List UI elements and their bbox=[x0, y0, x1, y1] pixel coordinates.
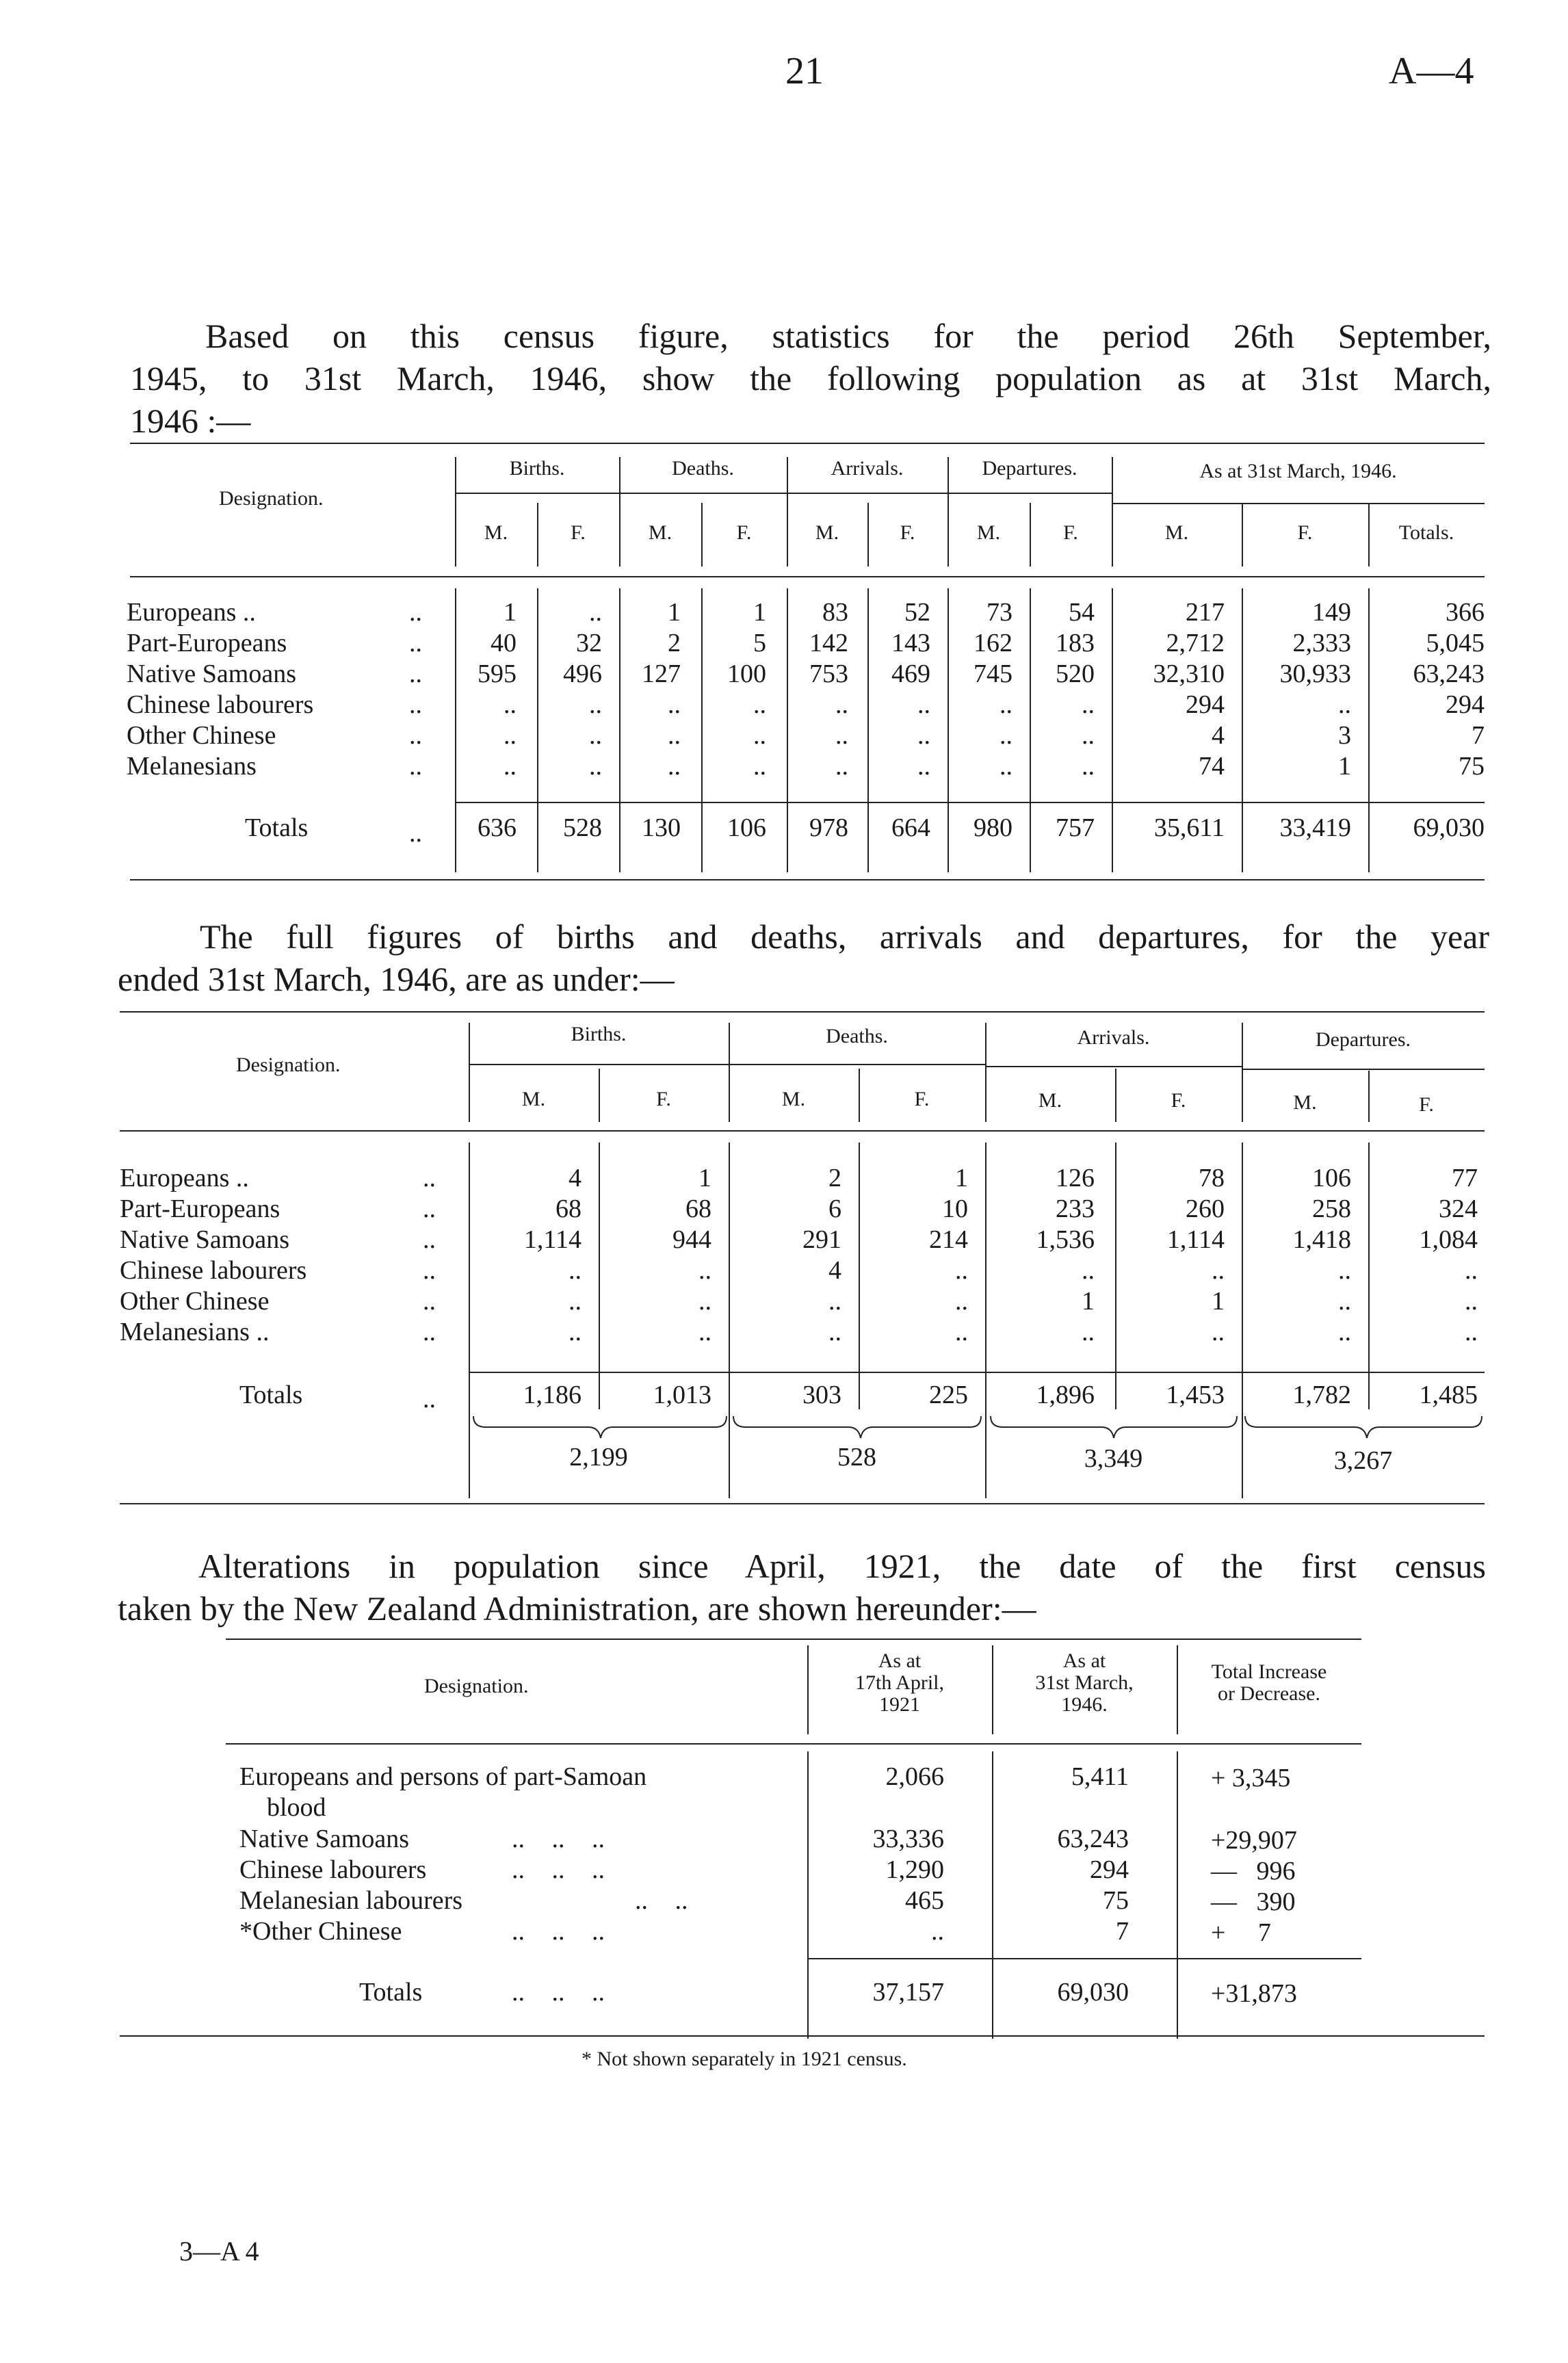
table-3-cell: 294 bbox=[1090, 1855, 1129, 1884]
table-1-totals-cell: 69,030 bbox=[1413, 813, 1485, 842]
table-3-totals-cell: 37,157 bbox=[872, 1978, 944, 2007]
paragraph-1-line-2: 1945, to 31st March, 1946, show the following population as at 31st March, bbox=[130, 359, 1491, 397]
table-2-arrivals-f-header: F. bbox=[1171, 1089, 1186, 1112]
table-1-departures-header: Departures. bbox=[982, 457, 1077, 480]
table-2-totals-cell: 225 bbox=[929, 1381, 968, 1409]
table-2-deaths-header: Deaths. bbox=[826, 1025, 888, 1047]
table-2-cell: .. bbox=[955, 1256, 968, 1285]
table-3-row-label: Native Samoans bbox=[239, 1825, 410, 1853]
table-2-cell: 78 bbox=[1199, 1164, 1225, 1192]
table-3-cell: + 7 bbox=[1211, 1918, 1271, 1947]
table-2-cell: .. bbox=[569, 1287, 582, 1316]
table-3-totals-cell: 69,030 bbox=[1057, 1978, 1129, 2007]
table-1-cell: 1 bbox=[668, 598, 681, 627]
table-2-arrivals-header: Arrivals. bbox=[1077, 1026, 1150, 1049]
table-1-cell: 2,333 bbox=[1292, 629, 1351, 657]
table-1-cell: 63,243 bbox=[1413, 660, 1485, 688]
table-1-totals-cell: 757 bbox=[1056, 813, 1095, 842]
table-2-totals-cell: 303 bbox=[802, 1381, 841, 1409]
table-1-cell: .. bbox=[589, 598, 602, 627]
table-1-cell: 73 bbox=[986, 598, 1012, 627]
table-2-cell: 1 bbox=[1212, 1287, 1225, 1316]
table-2-cell: 233 bbox=[1056, 1194, 1095, 1223]
paragraph-2 bbox=[118, 915, 1489, 1000]
table-2-cell: 6 bbox=[828, 1194, 841, 1223]
table-2-cell: .. bbox=[1465, 1318, 1478, 1346]
table-2-row-label: Native Samoans bbox=[120, 1225, 290, 1254]
table-3-row-label: *Other Chinese bbox=[239, 1917, 402, 1946]
table-1-cell: 366 bbox=[1446, 598, 1485, 627]
table-3-cell: + 3,345 bbox=[1211, 1764, 1291, 1792]
table-2-cell: .. bbox=[1338, 1287, 1351, 1316]
table-2-cell: .. bbox=[1338, 1256, 1351, 1285]
table-2-row-label: Other Chinese bbox=[120, 1287, 270, 1316]
table-1-cell: .. bbox=[999, 721, 1012, 750]
table-2-row-label: Chinese labourers bbox=[120, 1256, 307, 1285]
table-3-row-label: Melanesian labourers bbox=[239, 1886, 463, 1915]
table-2-cell: 1 bbox=[698, 1164, 711, 1192]
table-1-header-rule bbox=[130, 576, 1485, 577]
table-3-cell: — 996 bbox=[1211, 1857, 1296, 1885]
table-3-cell: 465 bbox=[905, 1886, 944, 1915]
table-2-totals-cell: 1,013 bbox=[653, 1381, 711, 1409]
table-1-totals-cell: 130 bbox=[642, 813, 681, 842]
table-2-row-label: Melanesians .. bbox=[120, 1318, 270, 1346]
table-1-totals-cell: 978 bbox=[809, 813, 848, 842]
table-3-row-label: Chinese labourers bbox=[239, 1855, 427, 1884]
table-1-bottom-rule bbox=[130, 879, 1485, 880]
table-1-cell: 74 bbox=[1199, 752, 1225, 781]
table-1-cell: .. bbox=[835, 690, 848, 719]
table-1-cell: .. bbox=[589, 752, 602, 781]
table-1-row-label: Native Samoans bbox=[127, 660, 297, 688]
table-1-cell: .. bbox=[753, 752, 766, 781]
table-1-totals-cell: 33,419 bbox=[1279, 813, 1351, 842]
table-2-cell: 106 bbox=[1312, 1164, 1351, 1192]
table-1-cell: 32,310 bbox=[1153, 660, 1225, 688]
table-3-row-leader: .. .. bbox=[635, 1886, 688, 1915]
table-3-totals-cell: +31,873 bbox=[1211, 1979, 1297, 2008]
table-1-arrivals-f-header: F. bbox=[900, 521, 915, 544]
table-2-top-rule bbox=[120, 1011, 1485, 1013]
paragraph-1-line-1: Based on this census figure, statistics for the period 26th September, bbox=[205, 317, 1491, 355]
table-2-cell: .. bbox=[828, 1287, 841, 1316]
table-1-cell: .. bbox=[835, 752, 848, 781]
table-1-arrivals-header: Arrivals. bbox=[831, 457, 904, 480]
table-2-cell: 1,114 bbox=[523, 1225, 582, 1254]
table-1-cell: .. bbox=[589, 721, 602, 750]
table-1-cell: .. bbox=[668, 690, 681, 719]
table-1-cell: .. bbox=[668, 752, 681, 781]
table-1-cell: 100 bbox=[727, 660, 766, 688]
table-1-designation-header: Designation. bbox=[219, 487, 324, 510]
table-1-cell: .. bbox=[999, 690, 1012, 719]
document-code: A—4 bbox=[1389, 50, 1474, 92]
table-2-cell: .. bbox=[1212, 1256, 1225, 1285]
table-3-cell: .. bbox=[931, 1917, 944, 1946]
table-2-cell: 4 bbox=[828, 1256, 841, 1285]
paragraph-2-line-1: The full figures of births and deaths, arrivals and departures, for the year bbox=[200, 917, 1489, 956]
table-1-cell: 5,045 bbox=[1426, 629, 1485, 657]
table-2-cell: .. bbox=[569, 1318, 582, 1346]
table-2-cell: .. bbox=[569, 1256, 582, 1285]
table-1-cell: .. bbox=[835, 721, 848, 750]
table-2-cell: .. bbox=[698, 1318, 711, 1346]
table-1-cell: .. bbox=[1082, 690, 1095, 719]
table-3-header-rule bbox=[226, 1743, 1361, 1745]
table-2-totals-cell: 1,485 bbox=[1419, 1381, 1478, 1409]
table-1-cell: 149 bbox=[1312, 598, 1351, 627]
table-1-births-header: Births. bbox=[509, 457, 565, 480]
sheet-signature: 3—A 4 bbox=[179, 2236, 259, 2267]
table-1-cell: .. bbox=[589, 690, 602, 719]
table-2-deaths-m-header: M. bbox=[781, 1088, 806, 1110]
table-1-cell: 469 bbox=[891, 660, 930, 688]
table-2-cell: 2 bbox=[828, 1164, 841, 1192]
table-2-totals-leader: .. bbox=[423, 1385, 436, 1413]
table-1-cell: 2 bbox=[668, 629, 681, 657]
table-3-cell: 63,243 bbox=[1057, 1825, 1129, 1853]
table-1-totals-cell: 528 bbox=[563, 813, 602, 842]
table-2-totals-cell: 1,186 bbox=[523, 1381, 582, 1409]
table-1-cell: 40 bbox=[491, 629, 517, 657]
table-1-asat-totals-header: Totals. bbox=[1398, 521, 1454, 544]
table-2-row-leader: .. bbox=[423, 1256, 436, 1285]
table-2-totals-cell: 1,782 bbox=[1292, 1381, 1351, 1409]
table-1-cell: 5 bbox=[753, 629, 766, 657]
table-1-cell: .. bbox=[504, 752, 517, 781]
paragraph-2-line-2: ended 31st March, 1946, are as under:— bbox=[118, 960, 675, 998]
table-2-births-header: Births. bbox=[571, 1023, 627, 1045]
table-1-departures-m-header: M. bbox=[976, 521, 1001, 544]
table-1-row-leader: .. bbox=[409, 752, 422, 781]
table-2-cell: 77 bbox=[1452, 1164, 1478, 1192]
table-3-cell: 5,411 bbox=[1071, 1762, 1129, 1791]
table-2-departures-combined: 3,267 bbox=[1333, 1446, 1393, 1475]
table-1-cell: 183 bbox=[1056, 629, 1095, 657]
table-2-births-m-header: M. bbox=[521, 1088, 546, 1110]
table-2-totals-cell: 1,453 bbox=[1166, 1381, 1225, 1409]
table-2-cell: .. bbox=[1082, 1318, 1095, 1346]
table-3-cell: +29,907 bbox=[1211, 1826, 1297, 1855]
table-1-cell: 83 bbox=[822, 598, 848, 627]
table-2-cell: 944 bbox=[672, 1225, 711, 1254]
table-1-cell: 3 bbox=[1338, 721, 1351, 750]
table-2-cell: 68 bbox=[685, 1194, 711, 1223]
table-3-cell: 2,066 bbox=[885, 1762, 944, 1791]
table-2-cell: .. bbox=[1082, 1256, 1095, 1285]
table-1-as-at-header: As at 31st March, 1946. bbox=[1199, 460, 1397, 482]
table-1-cell: 52 bbox=[904, 598, 930, 627]
table-1-totals-cell: 664 bbox=[891, 813, 930, 842]
table-3-row-leader: .. .. .. bbox=[512, 1855, 605, 1884]
table-2-departures-header: Departures. bbox=[1315, 1028, 1411, 1051]
paragraph-1-line-3: 1946 :— bbox=[130, 402, 251, 440]
table-1-cell: .. bbox=[753, 721, 766, 750]
table-2-cell: 1,536 bbox=[1036, 1225, 1095, 1254]
table-1-cell: 127 bbox=[642, 660, 681, 688]
table-2-row-leader: .. bbox=[423, 1287, 436, 1316]
table-1-cell: .. bbox=[668, 721, 681, 750]
table-3-footnote: * Not shown separately in 1921 census. bbox=[582, 2048, 907, 2070]
table-1-cell: 496 bbox=[563, 660, 602, 688]
table-2-cell: 324 bbox=[1439, 1194, 1478, 1223]
table-1-cell: 4 bbox=[1212, 721, 1225, 750]
table-1-cell: 143 bbox=[891, 629, 930, 657]
table-2-departures-m-header: M. bbox=[1293, 1091, 1317, 1114]
table-2-cell: .. bbox=[955, 1318, 968, 1346]
table-2-cell: .. bbox=[698, 1287, 711, 1316]
table-3-totals-leader: .. .. .. bbox=[512, 1978, 605, 2007]
table-1-row-leader: .. bbox=[409, 598, 422, 627]
table-2-cell: 1,084 bbox=[1419, 1225, 1478, 1254]
table-2-cell: .. bbox=[1212, 1318, 1225, 1346]
table-3-col-1921-header: As at 17th April, 1921 bbox=[854, 1649, 944, 1716]
table-1-cell: 294 bbox=[1446, 690, 1485, 719]
table-1-cell: 75 bbox=[1459, 752, 1485, 781]
paragraph-3 bbox=[118, 1545, 1486, 1630]
table-2-row-leader: .. bbox=[423, 1225, 436, 1254]
table-1-cell: .. bbox=[917, 752, 930, 781]
table-1-row-label: Chinese labourers bbox=[127, 690, 314, 719]
table-1-totals-cell: 106 bbox=[727, 813, 766, 842]
table-2-cell: .. bbox=[955, 1287, 968, 1316]
table-2-cell: 258 bbox=[1312, 1194, 1351, 1223]
table-1-births-m-header: M. bbox=[484, 521, 508, 544]
table-2-cell: 1,418 bbox=[1292, 1225, 1351, 1254]
table-3-cell: 33,336 bbox=[872, 1825, 944, 1853]
table-1-cell: 520 bbox=[1056, 660, 1095, 688]
table-1-cell: .. bbox=[753, 690, 766, 719]
table-2-combined-braces bbox=[472, 1415, 1485, 1442]
table-1-row-label: Other Chinese bbox=[127, 721, 276, 750]
table-3-col-1946-header: As at 31st March, 1946. bbox=[1035, 1649, 1134, 1716]
table-3-totals-label: Totals bbox=[359, 1978, 423, 2007]
table-2-deaths-f-header: F. bbox=[914, 1088, 930, 1110]
table-1-totals-cell: 35,611 bbox=[1153, 813, 1225, 842]
table-1-deaths-header: Deaths. bbox=[672, 457, 734, 480]
table-1-arrivals-m-header: M. bbox=[815, 521, 839, 544]
table-1-cell: 32 bbox=[576, 629, 602, 657]
table-2-cell: .. bbox=[698, 1256, 711, 1285]
table-1-totals-label: Totals bbox=[245, 813, 309, 842]
table-1-cell: 162 bbox=[974, 629, 1012, 657]
table-1-row-label: Melanesians bbox=[127, 752, 257, 781]
table-3-bottom-rule bbox=[120, 2035, 1485, 2037]
table-1-cell: .. bbox=[999, 752, 1012, 781]
table-2-row-label: Part-Europeans bbox=[120, 1194, 280, 1223]
table-1-row-leader: .. bbox=[409, 660, 422, 688]
table-2-cell: 214 bbox=[929, 1225, 968, 1254]
table-1-cell: .. bbox=[1082, 752, 1095, 781]
table-3-cell: — 390 bbox=[1211, 1888, 1296, 1916]
table-1-cell: 7 bbox=[1472, 721, 1485, 750]
table-2-cell: 126 bbox=[1056, 1164, 1095, 1192]
table-1-cell: .. bbox=[1338, 690, 1351, 719]
table-2-row-leader: .. bbox=[423, 1318, 436, 1346]
table-3-cell: 7 bbox=[1116, 1917, 1129, 1946]
table-2-cell: 260 bbox=[1186, 1194, 1225, 1223]
table-3-row-label-continued: blood bbox=[267, 1793, 326, 1822]
table-2-row-leader: .. bbox=[423, 1164, 436, 1192]
table-1-cell: 217 bbox=[1186, 598, 1225, 627]
page-number: 21 bbox=[785, 50, 824, 92]
table-1-cell: 30,933 bbox=[1279, 660, 1351, 688]
table-3-row-label: Europeans and persons of part-Samoan bbox=[239, 1762, 647, 1791]
table-2-designation-header: Designation. bbox=[236, 1054, 341, 1076]
table-2-cell: 10 bbox=[942, 1194, 968, 1223]
table-1-cell: 2,712 bbox=[1166, 629, 1225, 657]
table-2-header-rule bbox=[120, 1130, 1485, 1132]
table-2-arrivals-m-header: M. bbox=[1038, 1089, 1062, 1112]
table-1-totals-cell: 636 bbox=[478, 813, 517, 842]
table-1-cell: 595 bbox=[478, 660, 517, 688]
table-1-totals-leader: .. bbox=[409, 819, 422, 848]
table-2-births-combined: 2,199 bbox=[569, 1443, 628, 1472]
table-2-cell: .. bbox=[828, 1318, 841, 1346]
table-3-row-leader: .. .. .. bbox=[512, 1917, 605, 1946]
table-1-row-label: Europeans .. bbox=[127, 598, 256, 627]
table-2-cell: .. bbox=[1338, 1318, 1351, 1346]
table-3-col-change-header: Total Increase or Decrease. bbox=[1211, 1660, 1327, 1705]
table-1-row-leader: .. bbox=[409, 629, 422, 657]
table-1-asat-f-header: F. bbox=[1297, 521, 1313, 544]
table-1-cell: 753 bbox=[809, 660, 848, 688]
table-1-departures-f-header: F. bbox=[1063, 521, 1078, 544]
table-1-asat-m-header: M. bbox=[1164, 521, 1189, 544]
table-1-cell: .. bbox=[917, 721, 930, 750]
table-1-cell: 142 bbox=[809, 629, 848, 657]
table-2-deaths-combined: 528 bbox=[837, 1443, 876, 1472]
table-3-cell: 75 bbox=[1103, 1886, 1129, 1915]
table-1-totals-cell: 980 bbox=[974, 813, 1012, 842]
table-2-births-f-header: F. bbox=[656, 1088, 671, 1110]
table-1-cell: 1 bbox=[753, 598, 766, 627]
table-2-row-label: Europeans .. bbox=[120, 1164, 249, 1192]
table-2-row-leader: .. bbox=[423, 1194, 436, 1223]
paragraph-3-line-2: taken by the New Zealand Administration, are shown hereunder:— bbox=[118, 1589, 1036, 1628]
table-2-totals-label: Totals bbox=[239, 1381, 303, 1409]
table-3-top-rule bbox=[226, 1639, 1361, 1640]
table-2-cell: 291 bbox=[802, 1225, 841, 1254]
table-1-deaths-m-header: M. bbox=[648, 521, 672, 544]
table-1-cell: .. bbox=[917, 690, 930, 719]
table-2-bottom-rule bbox=[120, 1503, 1485, 1504]
table-1-cell: .. bbox=[1082, 721, 1095, 750]
paragraph-1 bbox=[130, 315, 1491, 442]
table-1-row-leader: .. bbox=[409, 721, 422, 750]
table-1-cell: .. bbox=[504, 721, 517, 750]
table-1-row-leader: .. bbox=[409, 690, 422, 719]
paragraph-3-line-1: Alterations in population since April, 1921, the date of the first census bbox=[198, 1547, 1486, 1585]
table-2-totals-cell: 1,896 bbox=[1036, 1381, 1095, 1409]
table-2-cell: .. bbox=[1465, 1256, 1478, 1285]
table-2-cell: 1 bbox=[1082, 1287, 1095, 1316]
table-2-departures-f-header: F. bbox=[1419, 1093, 1434, 1116]
table-3-row-leader: .. .. .. bbox=[512, 1825, 605, 1853]
table-2-cell: 1,114 bbox=[1166, 1225, 1225, 1254]
table-3-designation-header: Designation. bbox=[424, 1675, 529, 1697]
table-1-row-label: Part-Europeans bbox=[127, 629, 287, 657]
table-3-cell: 1,290 bbox=[885, 1855, 944, 1884]
table-2-cell: 4 bbox=[569, 1164, 582, 1192]
table-1-births-f-header: F. bbox=[571, 521, 586, 544]
table-1-cell: 294 bbox=[1186, 690, 1225, 719]
table-1-cell: 1 bbox=[1338, 752, 1351, 781]
table-2-cell: .. bbox=[1465, 1287, 1478, 1316]
table-2-cell: 68 bbox=[556, 1194, 582, 1223]
table-2-cell: 1 bbox=[955, 1164, 968, 1192]
table-1-deaths-f-header: F. bbox=[736, 521, 752, 544]
table-1-cell: 1 bbox=[504, 598, 517, 627]
table-1-cell: 54 bbox=[1069, 598, 1095, 627]
table-1-cell: 745 bbox=[974, 660, 1012, 688]
table-1-top-rule bbox=[130, 443, 1485, 444]
table-2-arrivals-combined: 3,349 bbox=[1084, 1444, 1143, 1473]
table-1-cell: .. bbox=[504, 690, 517, 719]
